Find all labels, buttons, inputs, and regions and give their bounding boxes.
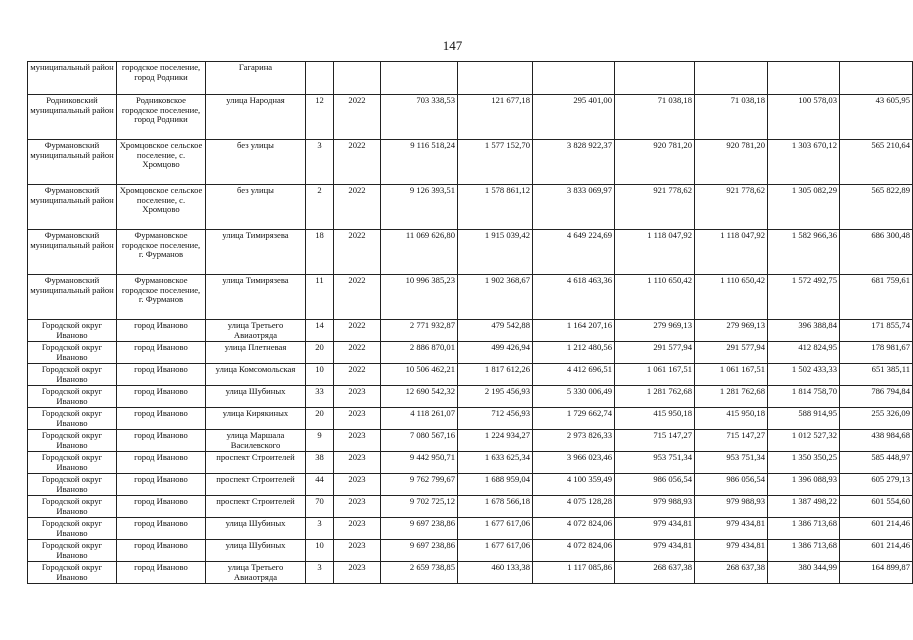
cell-amount-1: 1 633 625,34 xyxy=(458,452,533,474)
cell-year: 2023 xyxy=(334,452,381,474)
cell-amount-1: 712 456,93 xyxy=(458,408,533,430)
cell-municipality: Фурмановский муниципальный район xyxy=(28,185,117,230)
cell-amount-6: 565 210,64 xyxy=(840,140,913,185)
cell-total-cost: 9 702 725,12 xyxy=(381,496,458,518)
cell-amount-5: 396 388,84 xyxy=(768,320,840,342)
cell-amount-3: 715 147,27 xyxy=(615,430,695,452)
cell-street: улица Тимирязева xyxy=(206,275,306,320)
cell-year xyxy=(334,62,381,95)
cell-municipality: Городской округ Иваново xyxy=(28,408,117,430)
table-row xyxy=(28,496,913,518)
cell-municipality: Городской округ Иваново xyxy=(28,474,117,496)
cell-street: улица Комсомольская xyxy=(206,364,306,386)
cell-municipality: Городской округ Иваново xyxy=(28,386,117,408)
cell-municipality: Фурмановский муниципальный район xyxy=(28,275,117,320)
cell-amount-4: 1 118 047,92 xyxy=(695,230,768,275)
data-table xyxy=(27,61,913,584)
cell-amount-6: 178 981,67 xyxy=(840,342,913,364)
cell-street: без улицы xyxy=(206,140,306,185)
cell-settlement: город Иваново xyxy=(117,408,206,430)
cell-amount-6: 605 279,13 xyxy=(840,474,913,496)
cell-amount-3: 921 778,62 xyxy=(615,185,695,230)
cell-amount-3: 1 118 047,92 xyxy=(615,230,695,275)
cell-house: 33 xyxy=(306,386,334,408)
cell-amount-3: 979 988,93 xyxy=(615,496,695,518)
cell-amount-2: 1 117 085,86 xyxy=(533,562,615,584)
cell-amount-2: 4 412 696,51 xyxy=(533,364,615,386)
table-row xyxy=(28,185,913,230)
cell-total-cost: 10 996 385,23 xyxy=(381,275,458,320)
cell-amount-6: 585 448,97 xyxy=(840,452,913,474)
table-row xyxy=(28,474,913,496)
table-row xyxy=(28,95,913,140)
cell-total-cost: 9 697 238,86 xyxy=(381,518,458,540)
cell-amount-6: 255 326,09 xyxy=(840,408,913,430)
cell-settlement: Хромцовское сельское поселение, с. Хромцово xyxy=(117,185,206,230)
cell-amount-4: 921 778,62 xyxy=(695,185,768,230)
cell-year: 2023 xyxy=(334,496,381,518)
cell-amount-1: 460 133,38 xyxy=(458,562,533,584)
table-row xyxy=(28,386,913,408)
cell-house: 10 xyxy=(306,364,334,386)
cell-amount-5: 1 502 433,33 xyxy=(768,364,840,386)
cell-settlement: город Иваново xyxy=(117,474,206,496)
cell-amount-5: 1 386 713,68 xyxy=(768,540,840,562)
cell-amount-5: 412 824,95 xyxy=(768,342,840,364)
cell-amount-5: 1 582 966,36 xyxy=(768,230,840,275)
cell-amount-2: 3 828 922,37 xyxy=(533,140,615,185)
cell-house: 10 xyxy=(306,540,334,562)
cell-amount-5 xyxy=(768,62,840,95)
cell-amount-3: 920 781,20 xyxy=(615,140,695,185)
cell-municipality: Городской округ Иваново xyxy=(28,320,117,342)
cell-amount-5: 1 396 088,93 xyxy=(768,474,840,496)
cell-amount-6: 164 899,87 xyxy=(840,562,913,584)
cell-house: 70 xyxy=(306,496,334,518)
cell-year: 2023 xyxy=(334,408,381,430)
cell-settlement: город Иваново xyxy=(117,496,206,518)
cell-amount-4: 268 637,38 xyxy=(695,562,768,584)
cell-amount-4: 979 434,81 xyxy=(695,518,768,540)
cell-amount-4: 979 434,81 xyxy=(695,540,768,562)
table-row xyxy=(28,452,913,474)
cell-house: 14 xyxy=(306,320,334,342)
cell-street: улица Шубиных xyxy=(206,518,306,540)
cell-municipality: Городской округ Иваново xyxy=(28,364,117,386)
cell-total-cost xyxy=(381,62,458,95)
cell-total-cost: 2 771 932,87 xyxy=(381,320,458,342)
cell-street: улица Народная xyxy=(206,95,306,140)
cell-year: 2023 xyxy=(334,562,381,584)
cell-amount-5: 100 578,03 xyxy=(768,95,840,140)
cell-total-cost: 9 126 393,51 xyxy=(381,185,458,230)
cell-amount-3: 415 950,18 xyxy=(615,408,695,430)
cell-total-cost: 11 069 626,80 xyxy=(381,230,458,275)
cell-amount-2: 4 649 224,69 xyxy=(533,230,615,275)
cell-amount-4: 953 751,34 xyxy=(695,452,768,474)
cell-settlement: город Иваново xyxy=(117,320,206,342)
cell-house: 9 xyxy=(306,430,334,452)
cell-amount-3: 979 434,81 xyxy=(615,540,695,562)
cell-amount-1: 2 195 456,93 xyxy=(458,386,533,408)
cell-amount-3: 1 281 762,68 xyxy=(615,386,695,408)
cell-street: без улицы xyxy=(206,185,306,230)
cell-house: 3 xyxy=(306,562,334,584)
cell-amount-6: 601 214,46 xyxy=(840,518,913,540)
cell-year: 2022 xyxy=(334,185,381,230)
cell-street: проспект Строителей xyxy=(206,452,306,474)
cell-amount-1: 1 577 152,70 xyxy=(458,140,533,185)
cell-amount-1: 1 915 039,42 xyxy=(458,230,533,275)
cell-amount-5: 1 350 350,25 xyxy=(768,452,840,474)
table-row xyxy=(28,140,913,185)
cell-amount-4: 71 038,18 xyxy=(695,95,768,140)
cell-amount-4 xyxy=(695,62,768,95)
cell-settlement: город Иваново xyxy=(117,342,206,364)
cell-house: 11 xyxy=(306,275,334,320)
cell-amount-1 xyxy=(458,62,533,95)
cell-house xyxy=(306,62,334,95)
cell-municipality: Городской округ Иваново xyxy=(28,342,117,364)
table-row xyxy=(28,342,913,364)
cell-municipality: Родниковский муниципальный район xyxy=(28,95,117,140)
cell-settlement: город Иваново xyxy=(117,386,206,408)
cell-street: проспект Строителей xyxy=(206,496,306,518)
cell-total-cost: 10 506 462,21 xyxy=(381,364,458,386)
cell-settlement: город Иваново xyxy=(117,452,206,474)
cell-amount-2: 4 618 463,36 xyxy=(533,275,615,320)
table-row xyxy=(28,320,913,342)
cell-municipality: муниципальный район xyxy=(28,62,117,95)
cell-amount-6: 786 794,84 xyxy=(840,386,913,408)
cell-total-cost: 2 886 870,01 xyxy=(381,342,458,364)
cell-year: 2023 xyxy=(334,518,381,540)
cell-municipality: Городской округ Иваново xyxy=(28,540,117,562)
cell-amount-2: 3 966 023,46 xyxy=(533,452,615,474)
cell-amount-1: 1 677 617,06 xyxy=(458,518,533,540)
cell-street: проспект Строителей xyxy=(206,474,306,496)
cell-amount-6: 43 605,95 xyxy=(840,95,913,140)
cell-house: 3 xyxy=(306,140,334,185)
cell-amount-6: 565 822,89 xyxy=(840,185,913,230)
cell-amount-2: 4 072 824,06 xyxy=(533,540,615,562)
cell-settlement: город Иваново xyxy=(117,562,206,584)
cell-house: 38 xyxy=(306,452,334,474)
cell-settlement: город Иваново xyxy=(117,518,206,540)
cell-settlement: Фурмановское городское поселение, г. Фурманов xyxy=(117,230,206,275)
cell-settlement: город Иваново xyxy=(117,540,206,562)
cell-amount-4: 1 281 762,68 xyxy=(695,386,768,408)
cell-amount-3: 279 969,13 xyxy=(615,320,695,342)
cell-year: 2022 xyxy=(334,342,381,364)
cell-amount-2: 4 075 128,28 xyxy=(533,496,615,518)
table-row xyxy=(28,408,913,430)
cell-street: улица Шубиных xyxy=(206,540,306,562)
cell-amount-6: 601 214,46 xyxy=(840,540,913,562)
cell-amount-4: 986 056,54 xyxy=(695,474,768,496)
cell-street: улица Плетневая xyxy=(206,342,306,364)
cell-amount-5: 588 914,95 xyxy=(768,408,840,430)
cell-amount-6 xyxy=(840,62,913,95)
cell-street: улица Тимирязева xyxy=(206,230,306,275)
cell-amount-4: 1 110 650,42 xyxy=(695,275,768,320)
cell-amount-4: 979 988,93 xyxy=(695,496,768,518)
cell-year: 2022 xyxy=(334,320,381,342)
cell-amount-5: 380 344,99 xyxy=(768,562,840,584)
cell-year: 2023 xyxy=(334,386,381,408)
cell-house: 2 xyxy=(306,185,334,230)
cell-amount-6: 686 300,48 xyxy=(840,230,913,275)
cell-amount-1: 1 817 612,26 xyxy=(458,364,533,386)
cell-amount-1: 1 578 861,12 xyxy=(458,185,533,230)
cell-total-cost: 9 762 799,67 xyxy=(381,474,458,496)
table-row xyxy=(28,540,913,562)
cell-amount-2: 4 100 359,49 xyxy=(533,474,615,496)
cell-amount-1: 121 677,18 xyxy=(458,95,533,140)
cell-total-cost: 7 080 567,16 xyxy=(381,430,458,452)
cell-year: 2023 xyxy=(334,430,381,452)
cell-amount-4: 279 969,13 xyxy=(695,320,768,342)
cell-house: 20 xyxy=(306,408,334,430)
cell-amount-4: 1 061 167,51 xyxy=(695,364,768,386)
cell-total-cost: 703 338,53 xyxy=(381,95,458,140)
cell-amount-5: 1 305 082,29 xyxy=(768,185,840,230)
cell-municipality: Городской округ Иваново xyxy=(28,452,117,474)
cell-amount-1: 1 688 959,04 xyxy=(458,474,533,496)
cell-municipality: Фурмановский муниципальный район xyxy=(28,140,117,185)
cell-house: 3 xyxy=(306,518,334,540)
cell-amount-3: 979 434,81 xyxy=(615,518,695,540)
table-body xyxy=(28,62,913,584)
cell-amount-5: 1 814 758,70 xyxy=(768,386,840,408)
cell-amount-6: 681 759,61 xyxy=(840,275,913,320)
cell-amount-3: 291 577,94 xyxy=(615,342,695,364)
cell-amount-5: 1 386 713,68 xyxy=(768,518,840,540)
cell-amount-4: 415 950,18 xyxy=(695,408,768,430)
cell-amount-5: 1 572 492,75 xyxy=(768,275,840,320)
cell-total-cost: 4 118 261,07 xyxy=(381,408,458,430)
cell-amount-1: 479 542,88 xyxy=(458,320,533,342)
cell-settlement: город Иваново xyxy=(117,364,206,386)
cell-amount-1: 1 677 617,06 xyxy=(458,540,533,562)
cell-amount-3: 268 637,38 xyxy=(615,562,695,584)
table-row xyxy=(28,230,913,275)
cell-amount-1: 1 902 368,67 xyxy=(458,275,533,320)
table-row xyxy=(28,562,913,584)
cell-amount-3 xyxy=(615,62,695,95)
cell-amount-5: 1 303 670,12 xyxy=(768,140,840,185)
cell-settlement: Фурмановское городское поселение, г. Фурманов xyxy=(117,275,206,320)
cell-amount-3: 1 061 167,51 xyxy=(615,364,695,386)
cell-total-cost: 2 659 738,85 xyxy=(381,562,458,584)
cell-street: улица Кирякиных xyxy=(206,408,306,430)
cell-street: улица Маршала Василевского xyxy=(206,430,306,452)
cell-settlement: Родниковское городское поселение, город Родники xyxy=(117,95,206,140)
cell-amount-6: 651 385,11 xyxy=(840,364,913,386)
cell-amount-2: 4 072 824,06 xyxy=(533,518,615,540)
cell-year: 2022 xyxy=(334,275,381,320)
cell-house: 44 xyxy=(306,474,334,496)
cell-year: 2023 xyxy=(334,540,381,562)
cell-street: улица Шубиных xyxy=(206,386,306,408)
cell-amount-2: 1 729 662,74 xyxy=(533,408,615,430)
cell-total-cost: 9 697 238,86 xyxy=(381,540,458,562)
cell-house: 12 xyxy=(306,95,334,140)
cell-amount-3: 986 056,54 xyxy=(615,474,695,496)
cell-amount-4: 920 781,20 xyxy=(695,140,768,185)
cell-year: 2023 xyxy=(334,474,381,496)
table-row xyxy=(28,430,913,452)
cell-municipality: Городской округ Иваново xyxy=(28,496,117,518)
cell-amount-2: 3 833 069,97 xyxy=(533,185,615,230)
cell-settlement: городское поселение, город Родники xyxy=(117,62,206,95)
cell-total-cost: 12 690 542,32 xyxy=(381,386,458,408)
cell-amount-2: 2 973 826,33 xyxy=(533,430,615,452)
cell-amount-5: 1 387 498,22 xyxy=(768,496,840,518)
cell-amount-1: 1 224 934,27 xyxy=(458,430,533,452)
cell-street: Гагарина xyxy=(206,62,306,95)
cell-municipality: Городской округ Иваново xyxy=(28,562,117,584)
cell-amount-3: 953 751,34 xyxy=(615,452,695,474)
cell-house: 20 xyxy=(306,342,334,364)
cell-year: 2022 xyxy=(334,140,381,185)
table-row xyxy=(28,518,913,540)
cell-street: улица Третьего Авиаотряда xyxy=(206,320,306,342)
cell-amount-2 xyxy=(533,62,615,95)
cell-year: 2022 xyxy=(334,230,381,275)
cell-amount-1: 499 426,94 xyxy=(458,342,533,364)
cell-amount-2: 5 330 006,49 xyxy=(533,386,615,408)
cell-municipality: Городской округ Иваново xyxy=(28,518,117,540)
cell-street: улица Третьего Авиаотряда xyxy=(206,562,306,584)
table-row xyxy=(28,364,913,386)
cell-year: 2022 xyxy=(334,95,381,140)
cell-amount-3: 1 110 650,42 xyxy=(615,275,695,320)
cell-house: 18 xyxy=(306,230,334,275)
cell-amount-1: 1 678 566,18 xyxy=(458,496,533,518)
cell-year: 2022 xyxy=(334,364,381,386)
cell-amount-6: 438 984,68 xyxy=(840,430,913,452)
cell-municipality: Городской округ Иваново xyxy=(28,430,117,452)
cell-amount-4: 715 147,27 xyxy=(695,430,768,452)
table-row xyxy=(28,62,913,95)
cell-amount-2: 1 212 480,56 xyxy=(533,342,615,364)
page-number: 147 xyxy=(442,38,463,53)
cell-amount-2: 1 164 207,16 xyxy=(533,320,615,342)
cell-amount-4: 291 577,94 xyxy=(695,342,768,364)
cell-municipality: Фурмановский муниципальный район xyxy=(28,230,117,275)
cell-settlement: Хромцовское сельское поселение, с. Хромцово xyxy=(117,140,206,185)
cell-amount-6: 171 855,74 xyxy=(840,320,913,342)
cell-amount-6: 601 554,60 xyxy=(840,496,913,518)
cell-total-cost: 9 116 518,24 xyxy=(381,140,458,185)
cell-amount-3: 71 038,18 xyxy=(615,95,695,140)
cell-total-cost: 9 442 950,71 xyxy=(381,452,458,474)
cell-settlement: город Иваново xyxy=(117,430,206,452)
cell-amount-2: 295 401,00 xyxy=(533,95,615,140)
table-row xyxy=(28,275,913,320)
cell-amount-5: 1 012 527,32 xyxy=(768,430,840,452)
